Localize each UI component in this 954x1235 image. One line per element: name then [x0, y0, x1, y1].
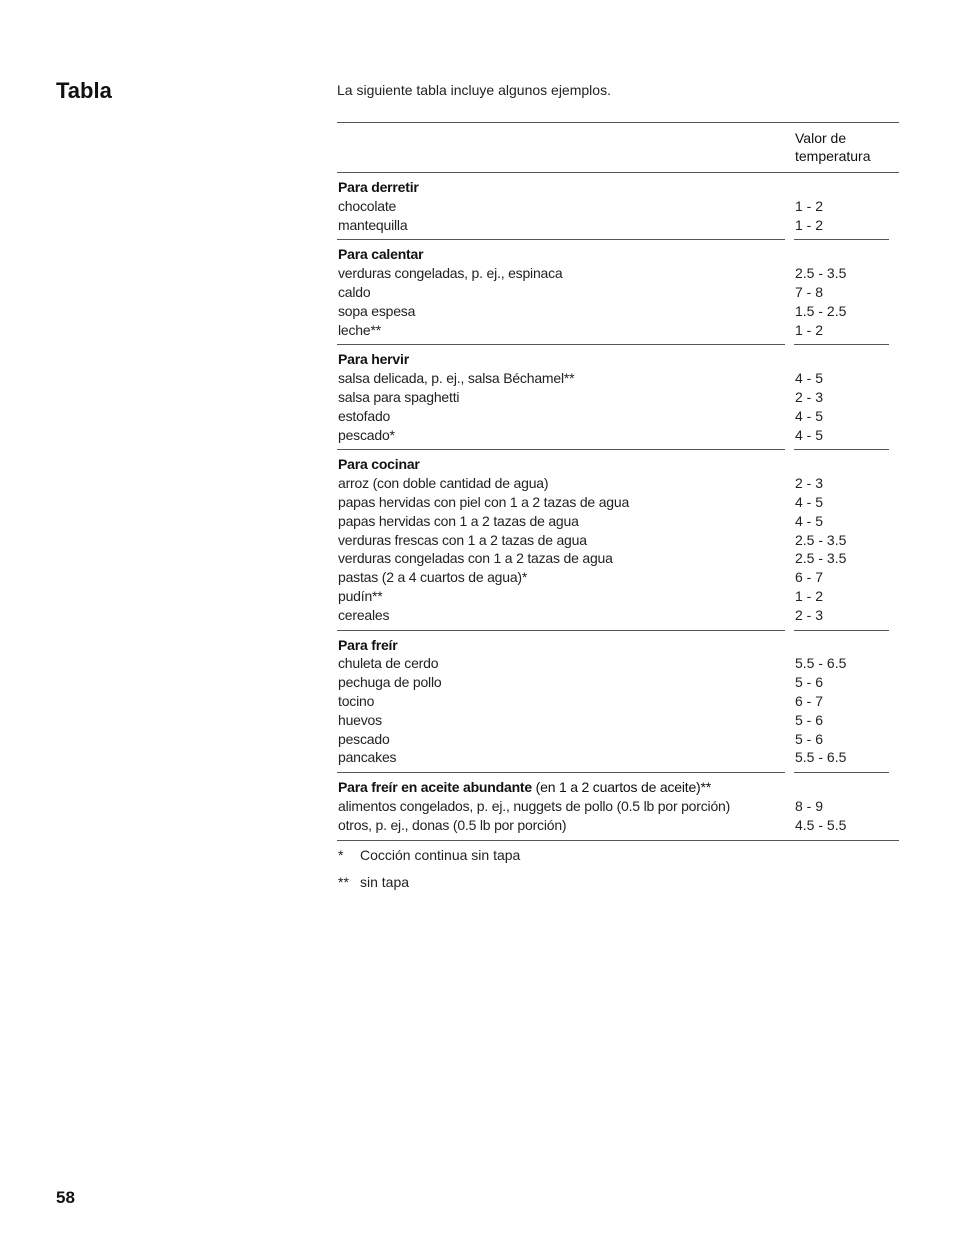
food-name: otros, p. ej., donas (0.5 lb por porción) [338, 816, 567, 833]
footnote-text: Cocción continua sin tapa [360, 847, 521, 863]
temperature-value: 5 - 6 [795, 674, 824, 691]
column-header-temperature [795, 129, 895, 165]
section-heading [338, 245, 423, 264]
temperature-value: 7 - 8 [795, 283, 824, 300]
temperature-value: 4 - 5 [795, 493, 824, 510]
table-row [337, 531, 899, 550]
temperature-value: 5.5 - 6.5 [795, 655, 847, 672]
section-heading [338, 350, 409, 369]
section-heading [338, 636, 397, 655]
table-row [337, 426, 899, 445]
section-heading-row [337, 636, 899, 655]
temperature-value: 4 - 5 [795, 512, 824, 529]
table-row [337, 748, 899, 767]
temperature-value: 5 - 6 [795, 730, 824, 747]
food-name: leche** [338, 321, 381, 338]
table-row [337, 730, 899, 749]
table-row [337, 549, 899, 568]
food-name: salsa para spaghetti [338, 388, 460, 405]
table-row [337, 587, 899, 606]
table-body [337, 173, 899, 841]
section-heading [338, 455, 420, 474]
table-section [337, 631, 899, 774]
food-name: huevos [338, 711, 382, 728]
temperature-value: 2.5 - 3.5 [795, 550, 847, 567]
footnote-mark: ** [338, 874, 349, 890]
column-header-line-2: temperatura [795, 148, 871, 164]
food-name: chocolate [338, 197, 397, 214]
food-name: pescado [338, 730, 390, 747]
temperature-value: 2.5 - 3.5 [795, 265, 847, 282]
table-row [337, 711, 899, 730]
temperature-value: 4.5 - 5.5 [795, 816, 847, 833]
temperature-value: 6 - 7 [795, 692, 824, 709]
temperature-value: 1 - 2 [795, 321, 824, 338]
footnote-text: sin tapa [360, 874, 410, 890]
table-row [337, 369, 899, 388]
table-row [337, 283, 899, 302]
temperature-value: 2 - 3 [795, 475, 824, 492]
table-row [337, 692, 899, 711]
table-row [337, 816, 899, 835]
table-row [337, 568, 899, 587]
section-heading-text: Para cocinar [338, 456, 420, 473]
section-heading-row [337, 350, 899, 369]
temperature-value: 8 - 9 [795, 797, 824, 814]
temperature-value: 4 - 5 [795, 426, 824, 443]
footnote-mark: * [338, 847, 344, 863]
table-row [337, 493, 899, 512]
table-row [337, 264, 899, 283]
temperature-table [337, 122, 899, 841]
table-section [337, 773, 899, 840]
food-name: cereales [338, 606, 390, 623]
temperature-value: 1 - 2 [795, 216, 824, 233]
temperature-value: 2 - 3 [795, 388, 824, 405]
table-header [337, 123, 899, 173]
table-row [337, 606, 899, 625]
section-heading [338, 178, 419, 197]
food-name: pudín** [338, 587, 383, 604]
food-name: salsa delicada, p. ej., salsa Béchamel** [338, 370, 575, 387]
temperature-value: 1 - 2 [795, 587, 824, 604]
section-heading-row [337, 178, 899, 197]
table-row [337, 302, 899, 321]
food-name: pancakes [338, 749, 397, 766]
column-header-line-1: Valor de [795, 130, 847, 146]
section-heading-note: (en 1 a 2 cuartos de aceite)** [531, 779, 711, 796]
table-row [337, 673, 899, 692]
table-row [337, 197, 899, 216]
food-name: pastas (2 a 4 cuartos de agua)* [338, 569, 528, 586]
page-title: Tabla [56, 78, 112, 103]
food-name: verduras congeladas con 1 a 2 tazas de agua [338, 550, 613, 567]
food-name: verduras congeladas, p. ej., espinaca [338, 265, 563, 282]
section-heading-text: Para freír en aceite abundante [338, 779, 532, 796]
temperature-value: 2 - 3 [795, 606, 824, 623]
food-name: papas hervidas con piel con 1 a 2 tazas de agua [338, 493, 630, 510]
temperature-value: 4 - 5 [795, 370, 824, 387]
table-section [337, 173, 899, 240]
intro-text: La siguiente tabla incluye algunos ejemplos. [337, 82, 611, 98]
section-heading [338, 778, 711, 797]
table-section [337, 450, 899, 630]
food-name: tocino [338, 692, 375, 709]
page-number: 58 [56, 1188, 75, 1207]
temperature-value: 6 - 7 [795, 569, 824, 586]
table-section [337, 345, 899, 450]
section-heading-text: Para derretir [338, 179, 419, 195]
food-name: verduras frescas con 1 a 2 tazas de agua [338, 531, 587, 548]
temperature-value: 5.5 - 6.5 [795, 749, 847, 766]
temperature-value: 1 - 2 [795, 197, 824, 214]
table-section [337, 240, 899, 345]
table-row [337, 407, 899, 426]
temperature-value: 4 - 5 [795, 407, 824, 424]
food-name: pescado* [338, 426, 395, 443]
section-heading-row [337, 778, 899, 797]
table-row [337, 321, 899, 340]
temperature-value: 1.5 - 2.5 [795, 302, 847, 319]
food-name: estofado [338, 407, 391, 424]
food-name: sopa espesa [338, 302, 416, 319]
table-row [337, 216, 899, 235]
section-heading-text: Para calentar [338, 246, 424, 263]
table-row [337, 654, 899, 673]
section-heading-row [337, 245, 899, 264]
table-row [337, 512, 899, 531]
food-name: pechuga de pollo [338, 674, 442, 691]
food-name: caldo [338, 283, 371, 300]
food-name: papas hervidas con 1 a 2 tazas de agua [338, 512, 579, 529]
food-name: arroz (con doble cantidad de agua) [338, 475, 549, 492]
section-heading-text: Para hervir [338, 351, 409, 368]
temperature-value: 5 - 6 [795, 711, 824, 728]
table-row [337, 474, 899, 493]
food-name: chuleta de cerdo [338, 655, 439, 672]
temperature-value: 2.5 - 3.5 [795, 531, 847, 548]
table-row [337, 388, 899, 407]
food-name: mantequilla [338, 216, 408, 233]
food-name: alimentos congelados, p. ej., nuggets de pollo (0.5 lb por porción) [338, 797, 731, 814]
section-heading-text: Para freír [338, 636, 398, 653]
table-row [337, 797, 899, 816]
table-bottom-rule [337, 840, 899, 841]
section-heading-row [337, 455, 899, 474]
